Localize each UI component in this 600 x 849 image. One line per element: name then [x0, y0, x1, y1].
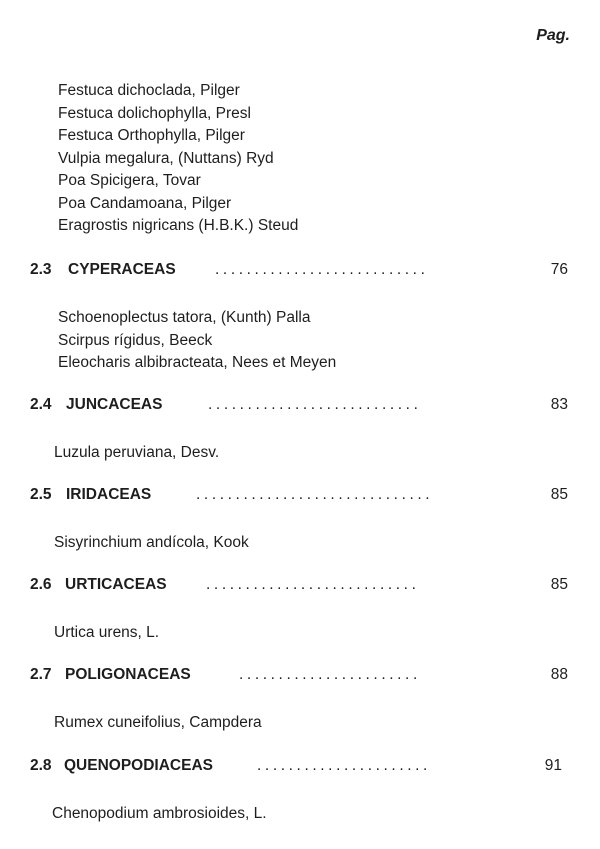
section-quenopodiaceas	[30, 757, 570, 826]
section-heading	[30, 666, 570, 688]
page-number: 83	[550, 396, 568, 413]
section-entries	[52, 803, 570, 826]
species-entry: Eragrostis nigricans (H.B.K.) Steud	[58, 217, 299, 234]
species-entry: Schoenoplectus tatora, (Kunth) Palla	[58, 309, 311, 326]
species-entry: Sisyrinchium andícola, Kook	[54, 534, 249, 551]
species-entry: Rumex cuneifolius, Campdera	[54, 714, 262, 731]
leader-dots: ...........................	[208, 396, 422, 413]
page-number: 76	[550, 261, 568, 278]
section-entries	[58, 307, 570, 375]
page-number: 85	[550, 576, 568, 593]
species-entry: Chenopodium ambrosioides, L.	[52, 805, 267, 822]
section-title: QUENOPODIACEAS	[64, 757, 213, 774]
section-iridaceas	[30, 486, 570, 555]
species-entry: Scirpus rígidus, Beeck	[58, 331, 213, 349]
section-title: CYPERACEAS	[68, 261, 176, 278]
section-title: POLIGONACEAS	[65, 666, 191, 683]
section-heading	[30, 757, 570, 779]
species-entry: Festuca Orthophylla, Pilger	[58, 127, 245, 144]
species-entry: Urtica urens, L.	[54, 624, 160, 641]
section-number: 2.5	[30, 486, 52, 503]
section-heading	[30, 261, 570, 283]
page-number: 91	[544, 757, 562, 774]
page-column-label: Pag.	[536, 27, 570, 44]
species-entry: Vulpia megalura, (Nuttans) Ryd	[58, 149, 274, 167]
section-entries	[54, 532, 570, 555]
section-entries	[54, 622, 570, 645]
section-number: 2.7	[30, 666, 52, 683]
section-heading	[30, 576, 570, 598]
species-entry: Poa Candamoana, Pilger	[58, 194, 232, 212]
intro-entry-list	[58, 80, 298, 238]
section-title: IRIDACEAS	[66, 486, 152, 503]
page-number: 85	[550, 486, 568, 503]
section-heading	[30, 486, 570, 508]
page-number: 88	[550, 666, 568, 683]
leader-dots: ...........................	[206, 576, 420, 593]
leader-dots: .......................	[239, 666, 421, 683]
species-entry: Eleocharis albibracteata, Nees et Meyen	[58, 354, 337, 371]
section-cyperaceas	[30, 261, 570, 375]
section-title: URTICACEAS	[65, 576, 167, 593]
section-number: 2.4	[30, 396, 52, 413]
section-title: JUNCACEAS	[66, 396, 163, 413]
section-poligonaceas	[30, 666, 570, 735]
section-juncaceas	[30, 396, 570, 465]
section-number: 2.6	[30, 576, 52, 593]
species-entry: Festuca dichoclada, Pilger	[58, 82, 240, 99]
species-entry: Festuca dolichophylla, Presl	[58, 104, 251, 122]
section-urticaceas	[30, 576, 570, 645]
leader-dots: ..............................	[196, 486, 434, 503]
section-entries	[54, 442, 570, 465]
section-heading	[30, 396, 570, 418]
leader-dots: ...........................	[215, 261, 429, 278]
leader-dots: ......................	[257, 757, 431, 774]
section-number: 2.3	[30, 261, 52, 278]
section-entries	[54, 712, 570, 735]
species-entry: Luzula peruviana, Desv.	[54, 444, 220, 461]
section-number: 2.8	[30, 757, 52, 774]
species-entry: Poa Spicigera, Tovar	[58, 172, 201, 189]
